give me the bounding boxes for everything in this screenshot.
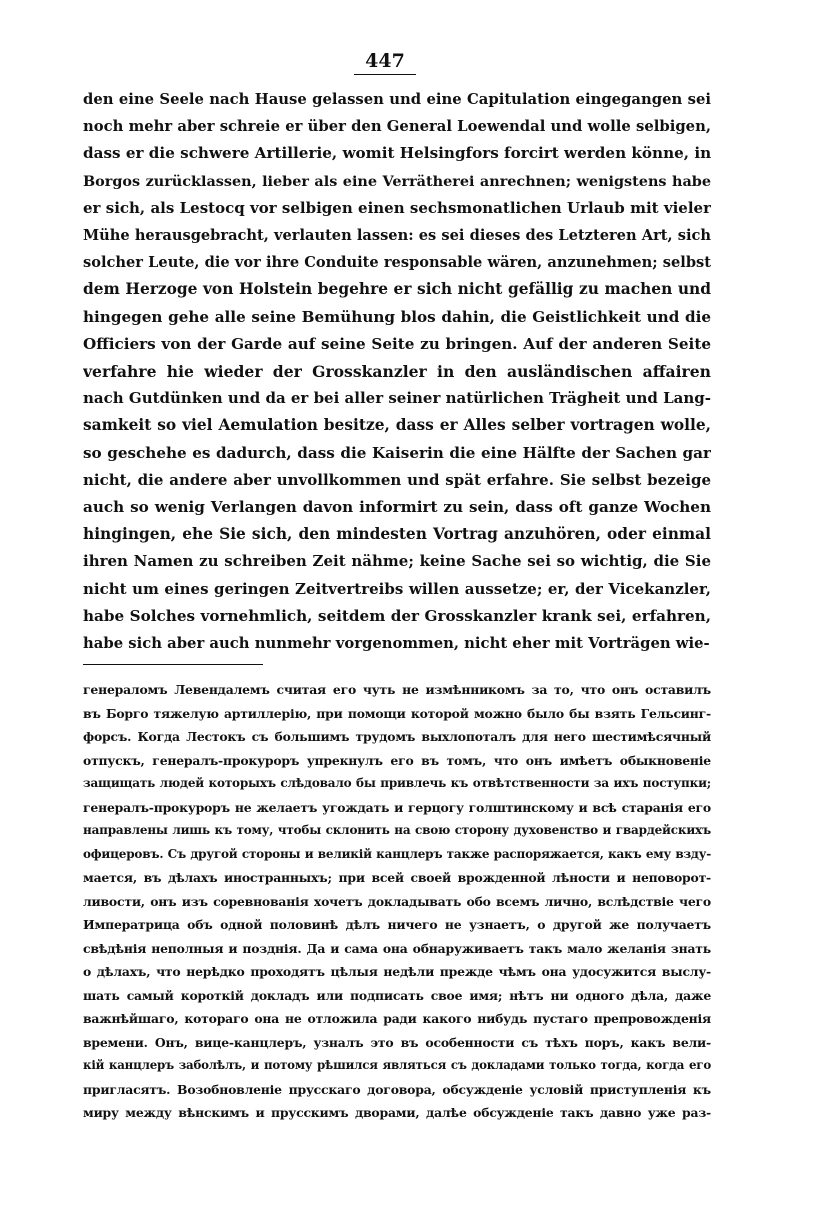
main-text-line: verfahre hie wieder der Grosskanzler in den ausländischen affairen (83, 362, 711, 382)
main-text-line: er sich, als Lestocq vor selbigen einen sechsmonatlichen Urlaub mit vieler (83, 198, 711, 217)
main-text-line: dem Herzoge von Holstein begehre er sich nicht gefällig zu machen und (83, 280, 711, 299)
main-text-line: habe sich aber auch nunmehr vorgenommen, nicht eher mit Vorträgen wie- (83, 635, 710, 653)
main-text-line: nicht, die andere aber unvollkommen und spät erfahre. Sie selbst bezeige (83, 470, 711, 489)
footnote-line: времени. Онъ, вице-канцлеръ, узналъ это въ особенности съ тѣхъ поръ, какъ вели- (83, 1034, 711, 1050)
footnote-line: направлены лишь къ тому, чтобы склонить на свою сторону духовенство и гвардейскихъ (83, 823, 711, 837)
main-text-line: nach Gutdünken und da er bei aller seiner natürlichen Trägheit und Lang- (83, 389, 711, 408)
main-text-line: dass er die schwere Artillerie, womit Helsingfors forcirt werden könne, in (83, 144, 711, 163)
main-text-line: hingingen, ehe Sie sich, den mindesten Vortrag anzuhören, oder einmal (83, 525, 711, 544)
footnote-line: мается, въ дѣлахъ иностранныхъ; при всей своей врожденной лѣности и неповорот- (83, 870, 711, 885)
footnote-line: генераломъ Левендалемъ считая его чуть не измѣнникомъ за то, что онъ оставилъ (83, 682, 711, 697)
main-text-line: Officiers von der Garde auf seine Seite zu bringen. Auf der anderen Seite (83, 334, 711, 353)
page-number: 447 (365, 50, 405, 72)
footnote-text (83, 678, 711, 1125)
main-text-line: den eine Seele nach Hause gelassen und eine Capitulation eingegangen sei (83, 91, 711, 108)
footnote-line: шать самый короткій докладъ или подписать свое имя; нѣтъ ни одного дѣла, даже (83, 987, 711, 1003)
footnote-line: важнѣйшаго, котораго она не отложила ради какого нибудь пустаго препровожденія (83, 1011, 711, 1026)
footnote-line: офицеровъ. Съ другой стороны и великій канцлеръ также распоряжается, какъ ему взду- (83, 846, 711, 861)
main-text-line: so geschehe es dadurch, dass die Kaiserin die eine Hälfte der Sachen gar (83, 443, 711, 462)
main-text-line: noch mehr aber schreie er über den General Loewendal und wolle selbigen, (83, 118, 711, 136)
footnote-line: свѣдѣнія неполныя и позднія. Да и сама она обнаруживаетъ такъ мало желанія знать (83, 940, 711, 956)
footnote-line: въ Борго тяжелую артиллерію, при помощи которой можно было бы взять Гельсинг- (83, 705, 711, 721)
page-number-rule (354, 74, 416, 75)
footnote-line: Императрица объ одной половинѣ дѣлъ ничего не узнаетъ, о другой же получаетъ (83, 917, 711, 932)
footnote-line: пригласятъ. Возобновленіе прусскаго договора, обсужденіе условій приступленія къ (83, 1081, 711, 1097)
footnote-line: генералъ-прокуроръ не желаетъ угождать и герцогу голштинскому и всѣ старанія его (83, 799, 711, 815)
footnote-line: о дѣлахъ, что нерѣдко проходятъ цѣлыя недѣли прежде чѣмъ она удосужится выслу- (83, 964, 711, 979)
main-text-line: samkeit so viel Aemulation besitze, dass er Alles selber vortragen wolle, (83, 416, 711, 435)
footnote-separator (83, 664, 263, 665)
footnote-line: форсъ. Когда Лестокъ съ большимъ трудомъ выхлопоталъ для него шестимѣсячный (83, 729, 711, 744)
footnote-line: ливости, онъ изъ соревнованія хочетъ докладывать обо всемъ лично, вслѣдствіе чего (83, 893, 711, 909)
main-text-line: Borgos zurücklassen, lieber als eine Verrätherei anrechnen; wenigstens habe (83, 172, 711, 190)
main-text-line: solcher Leute, die vor ihre Conduite responsable wären, anzunehmen; selbst (83, 254, 711, 272)
main-text-line: ihren Namen zu schreiben Zeit nähme; keine Sache sei so wichtig, die Sie (83, 552, 711, 571)
footnote-line: кій канцлеръ заболѣлъ, и потому рѣшился являться съ докладами только тогда, когда его (83, 1058, 711, 1072)
footnote-line: защищать людей которыхъ слѣдовало бы привлечь къ отвѣтственности за ихъ поступки; (83, 776, 711, 790)
main-text-line: nicht um eines geringen Zeitvertreibs willen aussetze; er, der Vicekanzler, (83, 579, 711, 598)
main-text-line: hingegen gehe alle seine Bemühung blos dahin, die Geistlichkeit und die (83, 307, 711, 326)
main-text-line: auch so wenig Verlangen davon informirt zu sein, dass oft ganze Wochen (83, 498, 711, 517)
main-text (83, 86, 711, 657)
main-text-line: Mühe herausgebracht, verlauten lassen: es sei dieses des Letzteren Art, sich (83, 227, 711, 245)
footnote-line: отпускъ, генералъ-прокуроръ упрекнулъ его въ томъ, что онъ имѣетъ обыкновеніе (83, 752, 711, 768)
main-text-line: habe Solches vornehmlich, seitdem der Grosskanzler krank sei, erfahren, (83, 606, 711, 625)
footnote-line: миру между вѣнскимъ и прусскимъ дворами, далѣе обсужденіе такъ давно уже раз- (83, 1105, 711, 1120)
